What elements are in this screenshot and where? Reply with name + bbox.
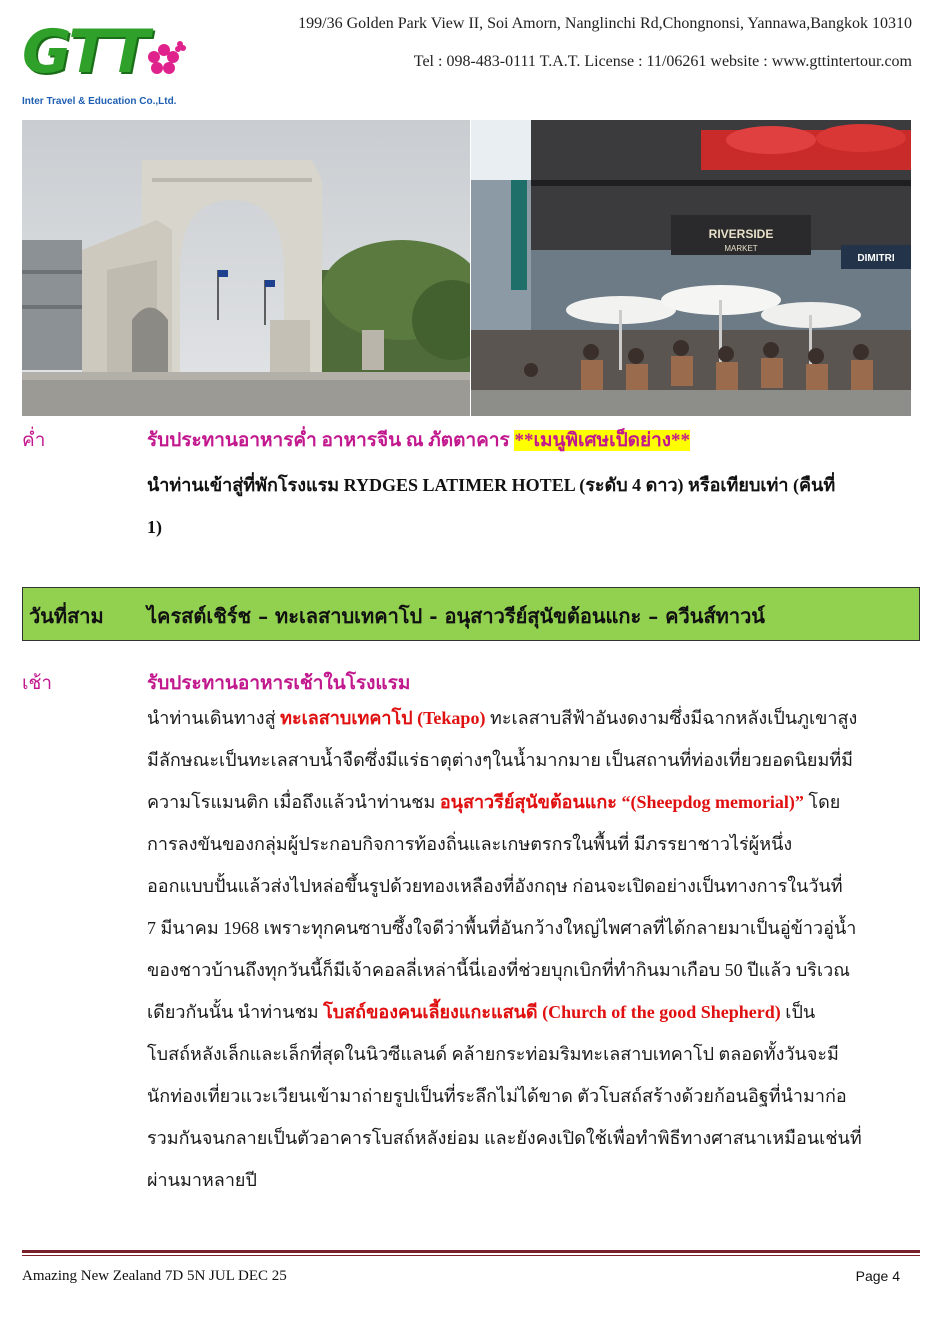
para-line: [147, 781, 912, 823]
dinner-special: **เมนูพิเศษเป็ดย่าง**: [514, 430, 691, 451]
para-text: นำท่านเดินทางสู่: [147, 708, 276, 728]
para-text: เดียวกันนั้น นำท่านชม: [147, 1002, 319, 1022]
company-contact: Tel : 098-483-0111 T.A.T. License : 11/06261 website : www.gttintertour.com: [413, 53, 912, 70]
dinner-label: ค่ำ: [22, 430, 46, 451]
dinner-text: รับประทานอาหารค่ำ อาหารจีน ณ ภัตตาคาร: [147, 430, 510, 451]
para-line: นักท่องเที่ยวแวะเวียนเข้ามาถ่ายรูปเป็นที่ระลึกไม่ได้ขาด ตัวโบสถ์สร้างด้วยก้อนอิฐที่นำมาก่อ: [147, 1086, 847, 1106]
footer-divider-thin: [22, 1255, 920, 1256]
hotel-info: [147, 464, 917, 548]
para-line: ของชาวบ้านถึงทุกวันนี้ก็มีเจ้าคอลลี่เหล่านี้นี่เองที่ช่วยบุกเบิกที่ทำกินมาเกือบ 50 ปีแล้ว บริเวณ: [147, 960, 850, 980]
para-line: รวมกันจนกลายเป็นตัวอาคารโบสถ์หลังย่อม และยังคงเปิดใช้เพื่อทำพิธีทางศาสนาเหมือนเช่นที่: [147, 1128, 862, 1148]
market-sign: MARKET: [724, 244, 758, 253]
para-text: เป็น: [785, 1002, 816, 1022]
para-line: การลงขันของกลุ่มผู้ประกอบกิจการท้องถิ่นและเกษตรกรในพื้นที่ มีภรรยาชาวไร่ผู้หนึ่ง: [147, 834, 793, 854]
para-line: โบสถ์หลังเล็กและเล็กที่สุดในนิวซีแลนด์ คล้ายกระท่อมริมทะเลสาบเทคาโป ตลอดทั้งวันจะมี: [147, 1044, 839, 1064]
breakfast-label: เช้า: [22, 673, 53, 694]
para-text: ความโรแมนติก เมื่อถึงแล้วนำท่านชม: [147, 792, 436, 812]
company-logo: [22, 17, 182, 112]
logo-subtitle: Inter Travel & Education Co.,Ltd.: [22, 96, 177, 107]
tekapo-highlight: ทะเลสาบเทคาโป (Tekapo): [280, 708, 486, 728]
para-line: [147, 991, 912, 1033]
breakfast-meal: รับประทานอาหารเช้าในโรงแรม: [147, 673, 411, 694]
para-line: ออกแบบปั้นแล้วส่งไปหล่อขึ้นรูปด้วยทองเหลืองที่อังกฤษ ก่อนจะเปิดอย่างเป็นทางการในวันที่: [147, 876, 843, 896]
logo-wordmark: GTT: [22, 17, 148, 87]
hotel-line-1: นำท่านเข้าสู่ที่พักโรงแรม RYDGES LATIMER HOTEL (ระดับ 4 ดาว) หรือเทียบเท่า (คืนที่: [147, 475, 836, 495]
para-line: ผ่านมาหลายปี: [147, 1170, 257, 1190]
church-highlight: โบสถ์ของคนเลี้ยงแกะแสนดี (Church of the good Shepherd): [323, 1002, 781, 1022]
day-header-bar: [22, 587, 920, 641]
para-line: มีลักษณะเป็นทะเลสาบน้ำจืดซึ่งมีแร่ธาตุต่างๆในน้ำมากมาย เป็นสถานที่ท่องเที่ยวยอดนิยมที่มี: [147, 750, 854, 770]
day-label: วันที่สาม: [29, 604, 104, 628]
dimitri-sign: DIMITRI: [857, 253, 895, 264]
riverside-sign: RIVERSIDE: [708, 227, 774, 241]
riverside-market-photo: [471, 120, 911, 416]
footer-program-title: Amazing New Zealand 7D 5N JUL DEC 25: [22, 1268, 287, 1284]
para-line: [147, 697, 912, 739]
para-text: โดย: [808, 792, 841, 812]
footer-divider: [22, 1250, 920, 1253]
company-address: 199/36 Golden Park View II, Soi Amorn, Nanglinchi Rd,Chongnonsi, Yannawa,Bangkok 10310: [298, 15, 912, 32]
day-route: ไครสต์เชิร์ช – ทะเลสาบเทคาโป - อนุสาวรีย์สุนัขต้อนแกะ – ควีนส์ทาวน์: [147, 604, 765, 628]
flower-icon: [142, 40, 186, 80]
bridge-of-remembrance-photo: [22, 120, 470, 416]
page-number: Page 4: [855, 1268, 900, 1284]
dinner-meal: [147, 425, 690, 455]
day-description: [147, 697, 912, 1201]
para-text: ทะเลสาบสีฟ้าอันงดงามซึ่งมีฉากหลังเป็นภูเขาสูง: [489, 708, 858, 728]
sheepdog-highlight: อนุสาวรีย์สุนัขต้อนแกะ “(Sheepdog memorial)”: [439, 792, 804, 812]
para-line: 7 มีนาคม 1968 เพราะทุกคนซาบซึ้งใจดีว่าพื้นที่อันกว้างใหญ่ไพศาลที่ได้กลายมาเป็นอู่ข้าวอู่น้ำ: [147, 918, 857, 938]
hotel-line-2: 1): [147, 517, 162, 537]
